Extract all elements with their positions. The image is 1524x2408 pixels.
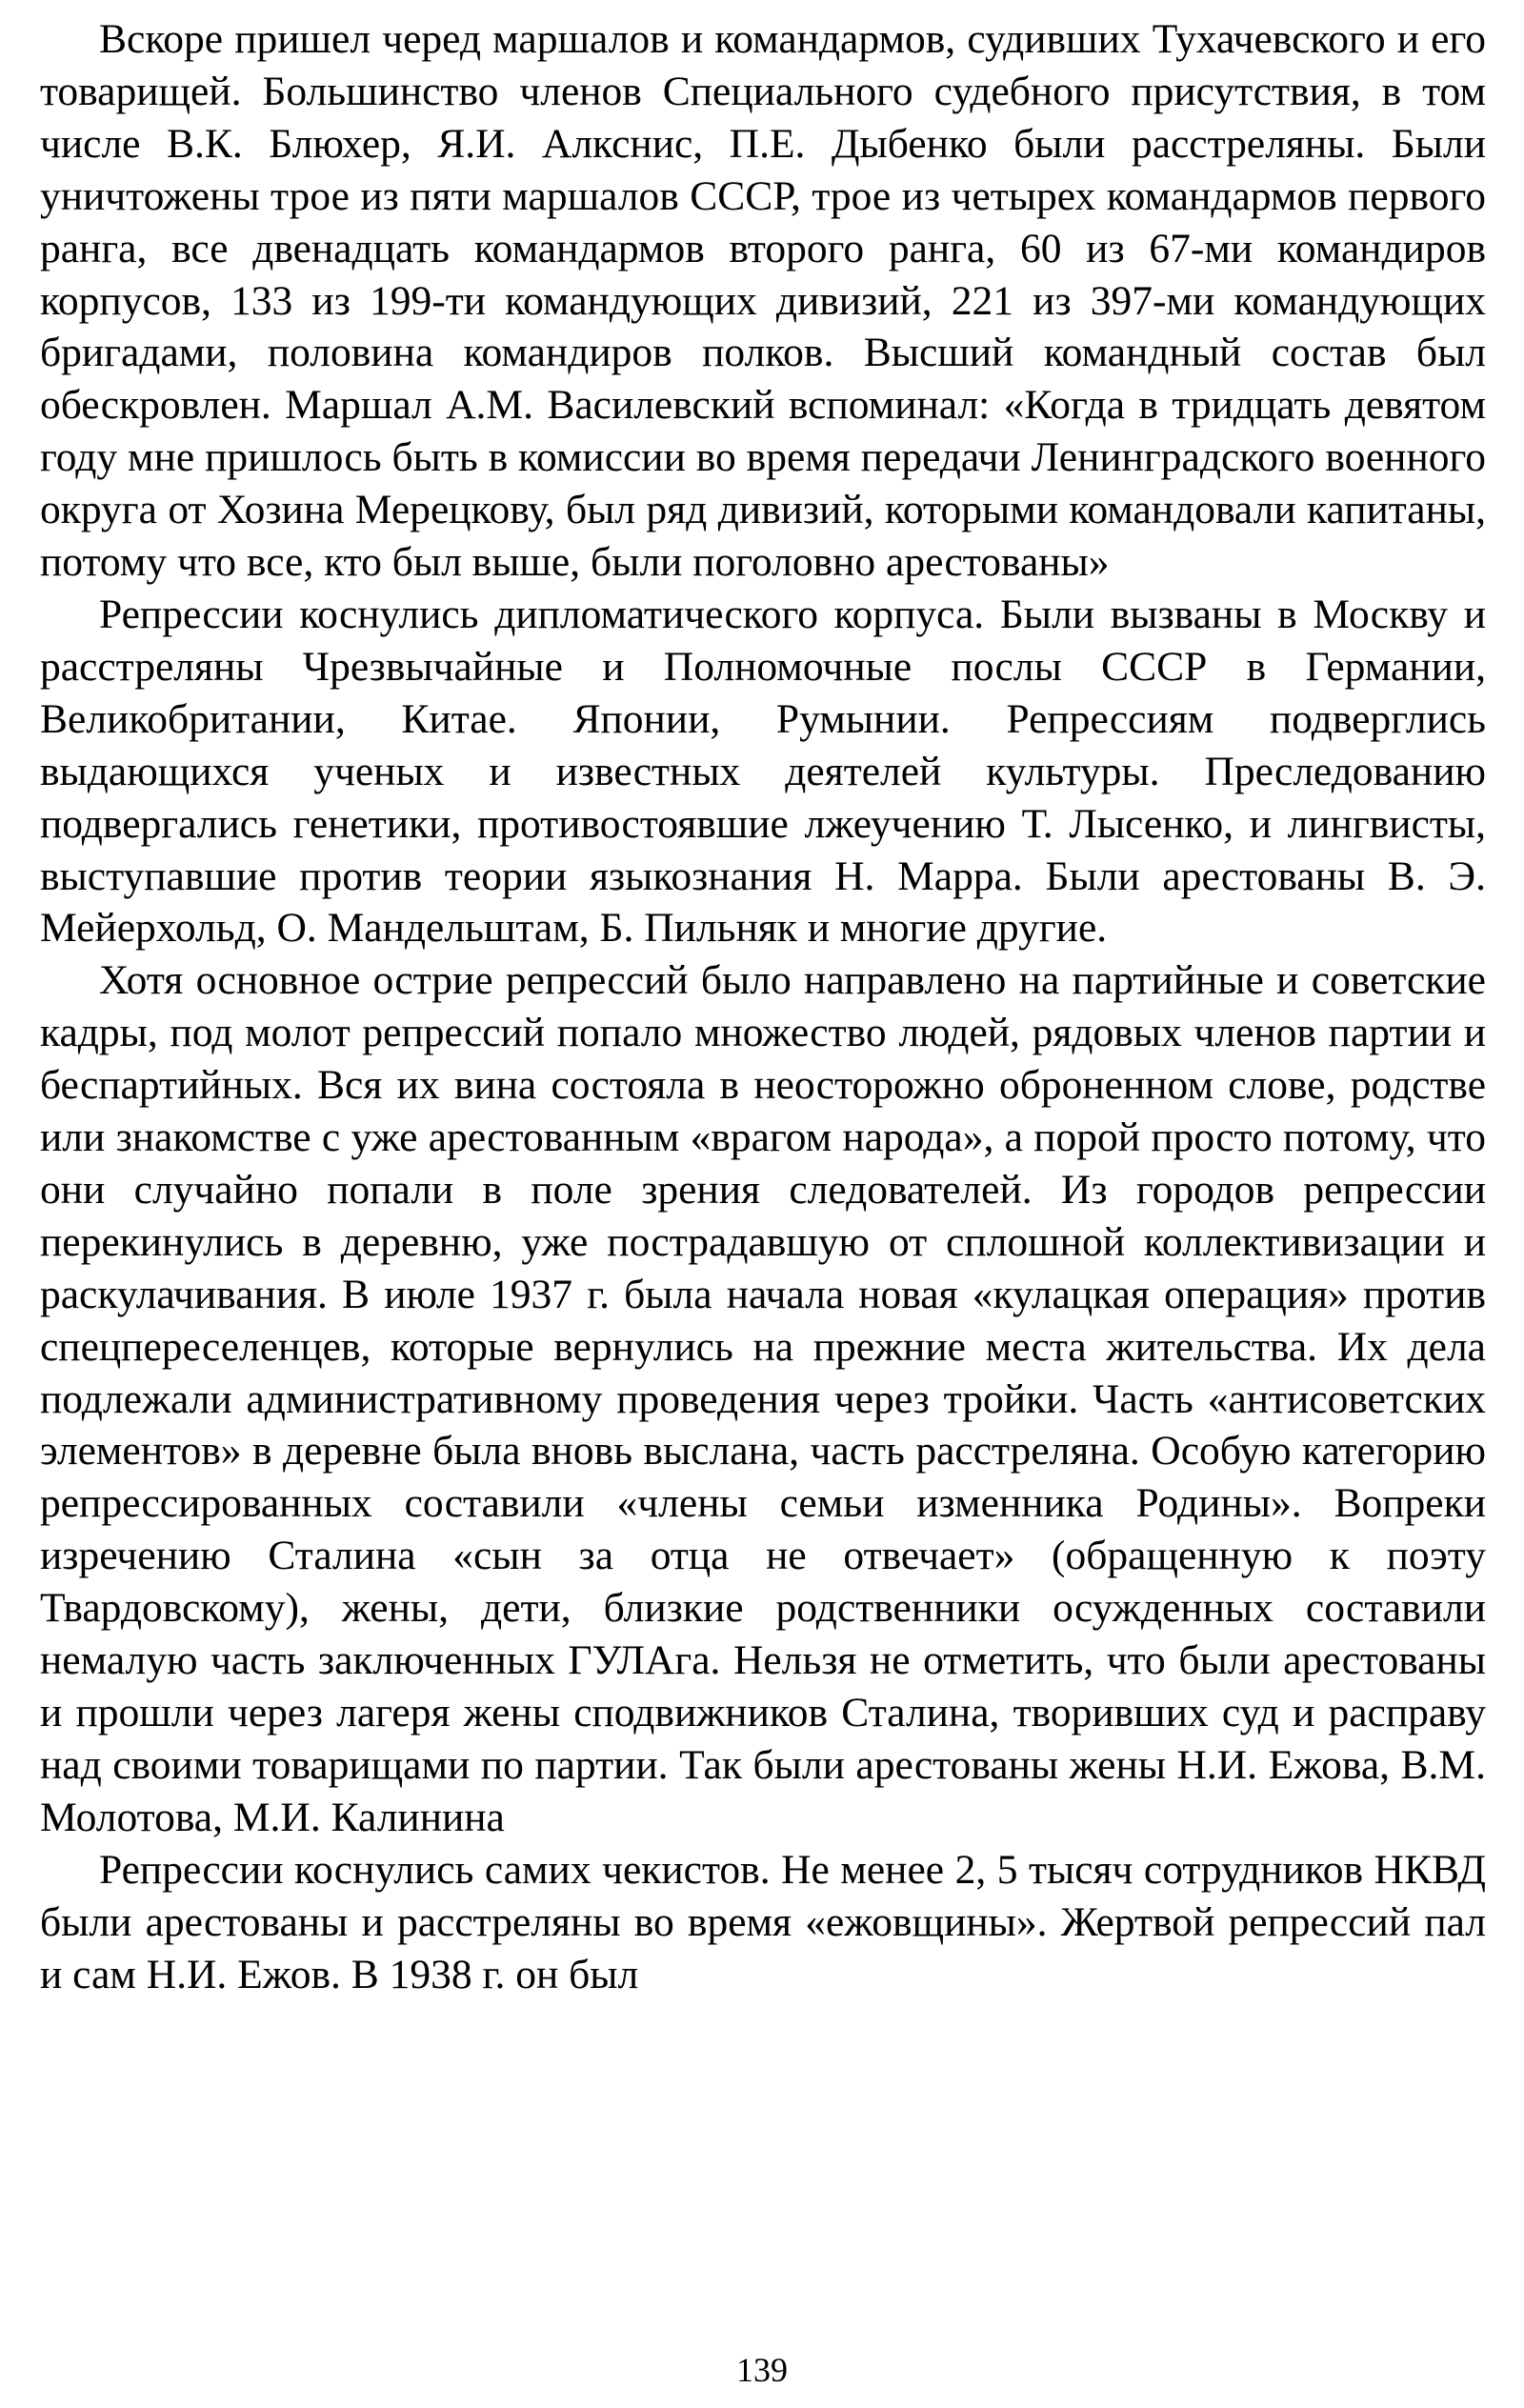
paragraph-chekists: Репрессии коснулись самих чекистов. Не менее 2, 5 тысяч сотрудников НКВД были арестованы и расстреляны во время «ежовщины». Жертвой репрессий пал и сам Н.И. Ежов. В 1938 г. он был <box>40 1846 1486 1997</box>
body-text <box>40 13 1486 2000</box>
page-number: 139 <box>736 2351 788 2389</box>
paragraph-marshals: Вскоре пришел черед маршалов и командармов, судивших Тухачевского и его товарищей. Большинство членов Специального судебного присутствия, в том числе В.К. Блюхер, Я.И. Алкснис, П.Е. Дыбенко были расстреляны. Были уничтожены трое из пяти маршалов СССР, трое из четырех командармов первого ранга, все двенадцать командармов второго ранга, 60 из 67-ми командиров корпусов, 133 из 199-ти командующих дивизий, 221 из 397-ми командующих бригадами, половина командиров полков. Высший командный состав был обескровлен. Маршал А.М. Василевский вспоминал: «Когда в тридцать девятом году мне пришлось быть в комиссии во время передачи Ленинградского военного округа от Хозина Мерецкову, был ряд дивизий, которыми командовали капитаны, потому что все, кто был выше, были поголовно арестованы» <box>40 16 1486 586</box>
paragraph-ordinary-people: Хотя основное острие репрессий было направлено на партийные и советские кадры, под молот репрессий попало множество людей, рядовых членов партии и беспартийных. Вся их вина состояла в неосторожно оброненном слове, родстве или знакомстве с уже арестованным «врагом народа», а порой просто потому, что они случайно попали в поле зрения следователей. Из городов репрессии перекинулись в деревню, уже пострадавшую от сплошной коллективизации и раскулачивания. В июле 1937 г. была начала новая «кулацкая операция» против спецпереселенцев, которые вернулись на прежние места жительства. Их дела подлежали административному проведения через тройки. Часть «антисоветских элементов» в деревне была вновь выслана, часть расстреляна. Особую категорию репрессированных составили «члены семьи изменника Родины». Вопреки изречению Сталина «сын за отца не отвечает» (обращенную к поэту Твардовскому), жены, дети, близкие родственники осужденных составили немалую часть заключенных ГУЛАга. Нельзя не отметить, что были арестованы и прошли через лагеря жены сподвижников Сталина, творивших суд и расправу над своими товарищами по партии. Так были арестованы жены Н.И. Ежова, В.М. Молотова, М.И. Калинина <box>40 957 1486 1840</box>
paragraph-diplomats: Репрессии коснулись дипломатического корпуса. Были вызваны в Москву и расстреляны Чрезвычайные и Полномочные послы СССР в Германии, Великобритании, Китае. Японии, Румынии. Репрессиям подверглись выдающихся ученых и известных деятелей культуры. Преследованию подвергались генетики, противостоявшие лжеучению Т. Лысенко, и лингвисты, выступавшие против теории языкознания Н. Марра. Были арестованы В. Э. Мейерхольд, О. Мандельштам, Б. Пильняк и многие другие. <box>40 591 1486 952</box>
